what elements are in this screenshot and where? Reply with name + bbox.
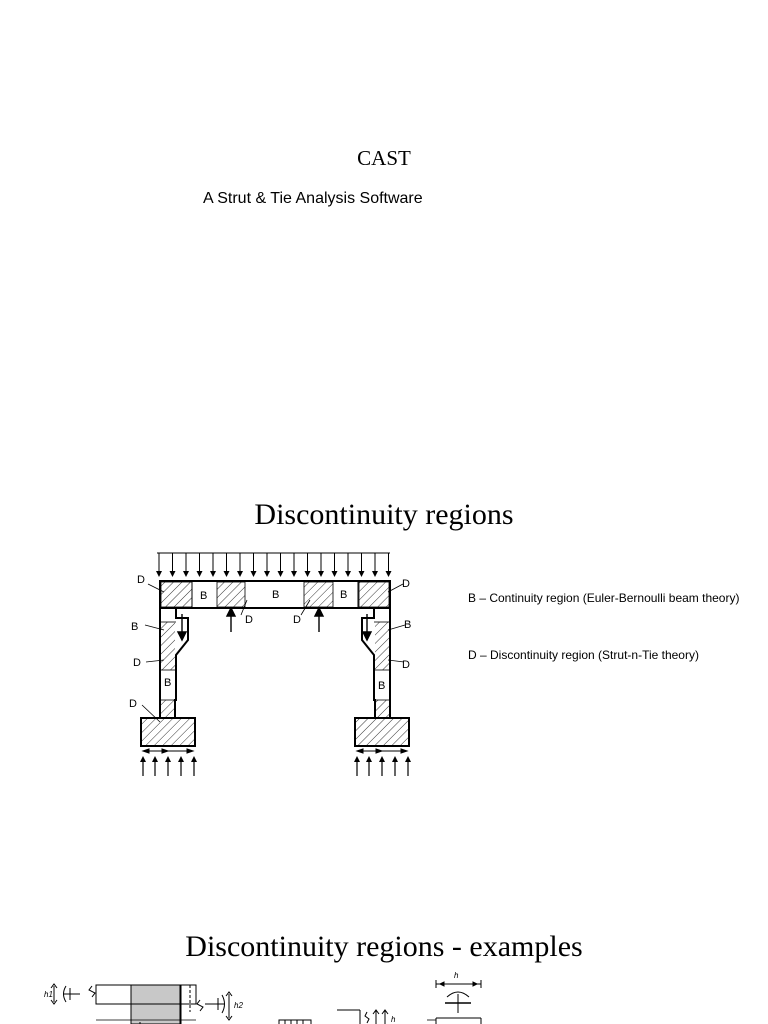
reaction-arrowhead <box>366 756 372 762</box>
diagram-label-d: D <box>129 698 137 710</box>
slide-title-discontinuity: Discontinuity regions <box>254 498 514 531</box>
diagram-label-d: D <box>402 578 410 590</box>
column-load-arrows <box>178 614 371 640</box>
example-label-h2: h2 <box>234 1001 243 1010</box>
diagram-label-d: D <box>245 614 253 626</box>
reaction-arrowhead <box>140 756 146 762</box>
load-arrowhead <box>237 571 243 577</box>
diagram-label-d: D <box>293 614 301 626</box>
right-footing <box>355 718 409 746</box>
load-arrowhead <box>386 571 392 577</box>
load-arrowhead <box>197 571 203 577</box>
example-sketch-left <box>51 984 232 1024</box>
load-arrowhead <box>305 571 311 577</box>
reaction-arrowhead <box>191 756 197 762</box>
load-arrowhead <box>372 571 378 577</box>
reaction-arrowhead <box>178 756 184 762</box>
example-label-h1: h1 <box>44 990 53 999</box>
load-arrowhead <box>224 571 230 577</box>
diagram-label-b: B <box>340 589 348 601</box>
load-arrowhead <box>156 571 162 577</box>
diagram-label-b: B <box>164 677 172 689</box>
example-sketch-right <box>427 980 481 1024</box>
footing-reaction-arrows <box>140 756 411 776</box>
diagram-label-d: D <box>133 657 141 669</box>
diagram-label-d: D <box>402 659 410 671</box>
load-arrowhead <box>291 571 297 577</box>
load-arrowhead <box>332 571 338 577</box>
example-label-h: h <box>454 971 459 980</box>
left-footing <box>141 718 195 746</box>
beam-reaction-arrows <box>227 608 323 632</box>
load-arrowhead <box>345 571 351 577</box>
example-label-h: h <box>391 1015 396 1024</box>
load-arrowhead <box>183 571 189 577</box>
slide-title-cast: CAST <box>357 146 411 170</box>
load-arrowhead <box>318 571 324 577</box>
reaction-arrowhead <box>165 756 171 762</box>
left-column <box>160 608 188 718</box>
diagram-label-b: B <box>404 619 412 631</box>
legend-b-region: B – Continuity region (Euler-Bernoulli beam theory) <box>468 591 740 605</box>
slide-subtitle: A Strut & Tie Analysis Software <box>203 190 423 207</box>
load-arrowhead <box>210 571 216 577</box>
diagram-label-d: D <box>137 574 145 586</box>
load-arrowhead <box>251 571 257 577</box>
load-arrowhead <box>278 571 284 577</box>
footing-shear-arrows <box>143 749 407 753</box>
reaction-arrowhead <box>152 756 158 762</box>
example-sketch-middle <box>279 1010 388 1024</box>
slide-title-examples: Discontinuity regions - examples <box>185 930 583 963</box>
reaction-arrowhead <box>392 756 398 762</box>
reaction-arrowhead <box>379 756 385 762</box>
diagram-label-b: B <box>272 589 280 601</box>
legend-d-region: D – Discontinuity region (Strut-n-Tie theory) <box>468 648 699 662</box>
load-arrowhead <box>359 571 365 577</box>
diagram-label-b: B <box>131 621 139 633</box>
right-column <box>362 608 390 718</box>
diagram-label-b: B <box>378 680 386 692</box>
load-arrowhead <box>264 571 270 577</box>
reaction-arrowhead <box>354 756 360 762</box>
reaction-arrowhead <box>405 756 411 762</box>
diagram-label-b: B <box>200 590 208 602</box>
load-arrowhead <box>170 571 176 577</box>
